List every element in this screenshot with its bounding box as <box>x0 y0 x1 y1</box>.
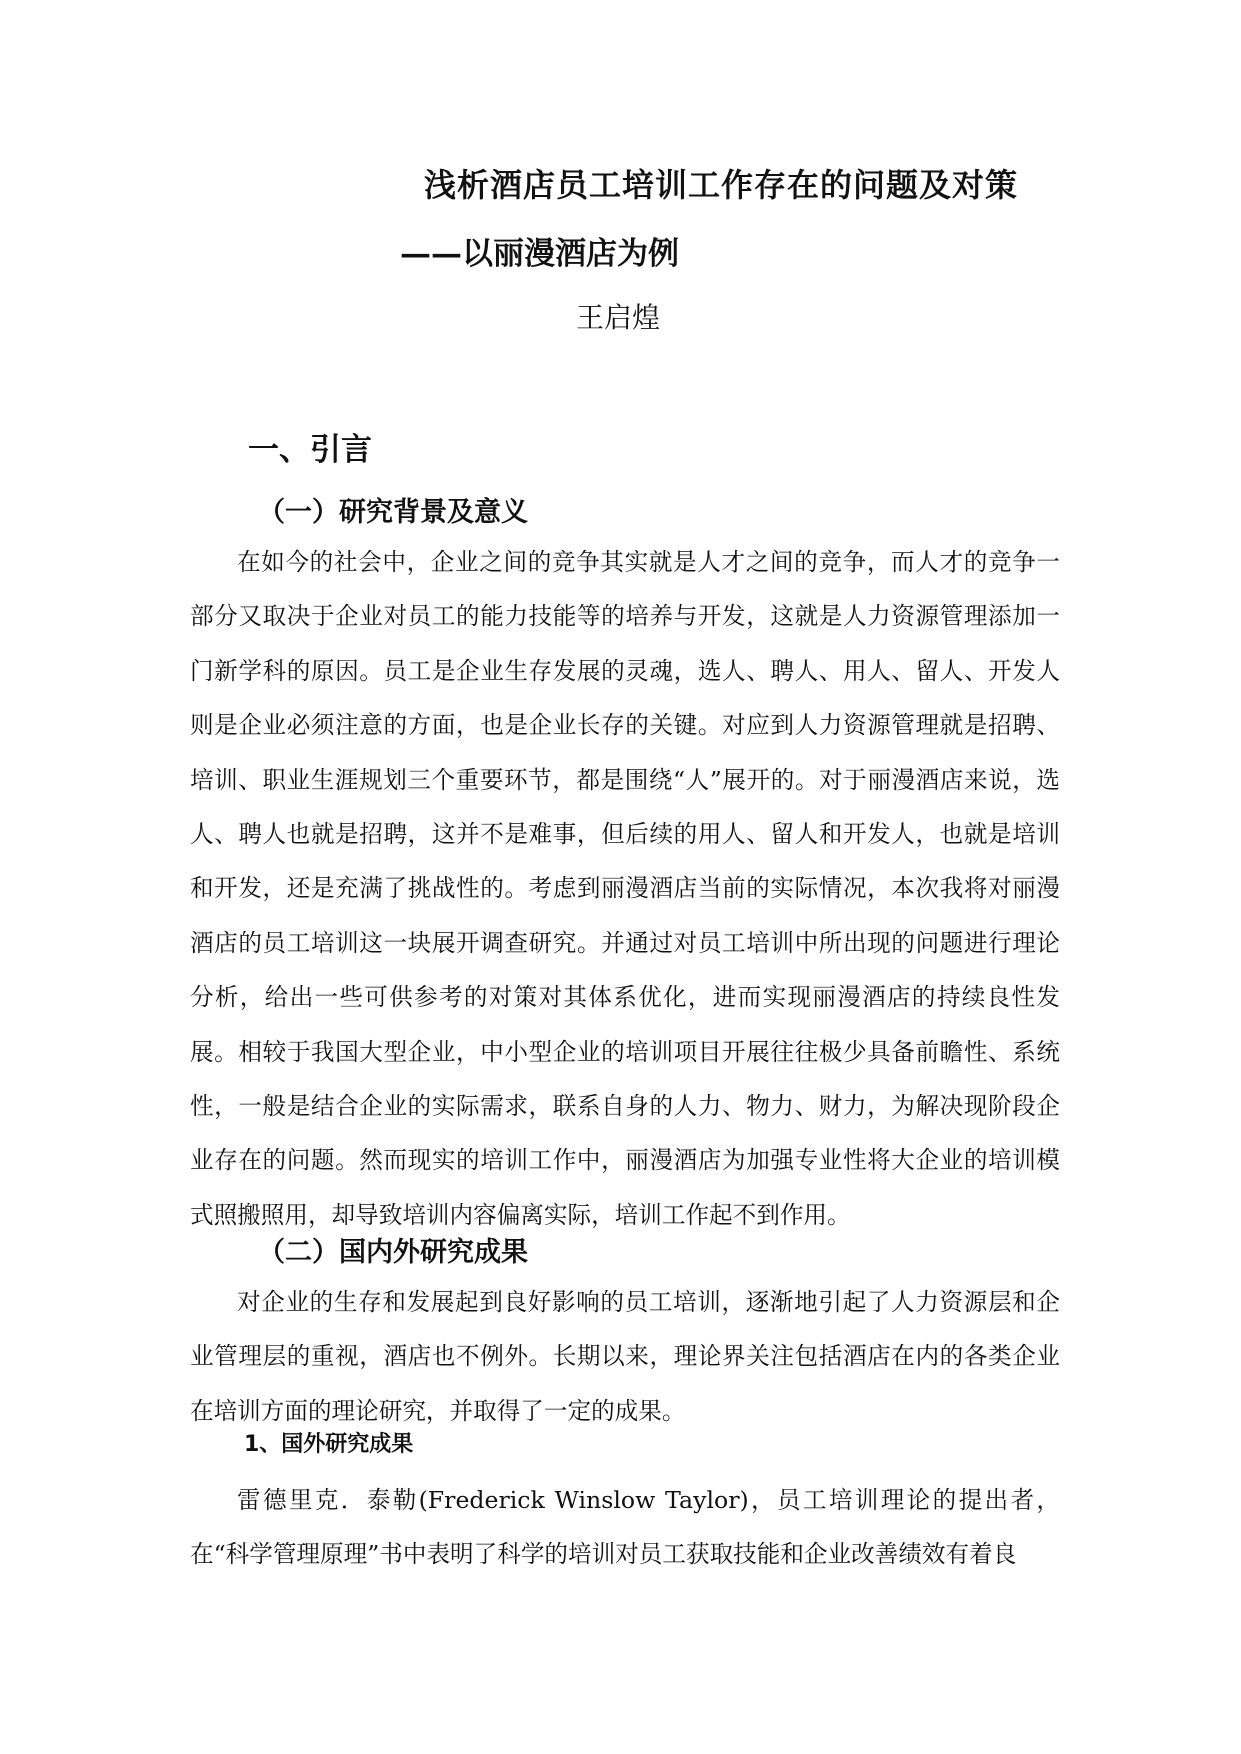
subsection-heading-research-results: （二）国内外研究成果 <box>258 1237 528 1268</box>
paragraph-research-results: 对企业的生存和发展起到良好影响的员工培训，逐渐地引起了人力资源层和企业管理层的重视，酒店也不例外。长期以来，理论界关注包括酒店在内的各类企业在培训方面的理论研究，并取得了一定的成果。 <box>190 1288 1060 1425</box>
subsection-heading-background: （一）研究背景及意义 <box>258 497 528 528</box>
author-name: 王启煌 <box>576 301 661 334</box>
paragraph-background: 在如今的社会中，企业之间的竞争其实就是人才之间的竞争，而人才的竞争一部分又取决于企业对员工的能力技能等的培养与开发，这就是人力资源管理添加一门新学科的原因。员工是企业生存发展的灵魂，选人、聘人、用人、留人、开发人则是企业必须注意的方面，也是企业长存的关键。对应到人力资源管理就是招聘、培训、职业生涯规划三个重要环节，都是围绕“人”展开的。对于丽漫酒店来说，选人、聘人也就是招聘，这并不是难事，但后续的用人、留人和开发人，也就是培训和开发，还是充满了挑战性的。考虑到丽漫酒店当前的实际情况，本次我将对丽漫酒店的员工培训这一块展开调查研究。并通过对员工培训中所出现的问题进行理论分析，给出一些可供参考的对策对其体系优化，进而实现丽漫酒店的持续良性发展。相较于我国大型企业，中小型企业的培训项目开展往往极少具备前瞻性、系统性，一般是结合企业的实际需求，联系自身的人力、物力、财力，为解决现阶段企业存在的问题。然而现实的培训工作中，丽漫酒店为加强专业性将大企业的培训模式照搬照用，却导致培训内容偏离实际，培训工作起不到作用。 <box>190 548 1060 1229</box>
paragraph-foreign-research: 雷德里克．泰勒(Frederick Winslow Taylor)，员工培训理论的提出者，在“科学管理原理”书中表明了科学的培训对员工获取技能和企业改善绩效有着良 <box>190 1486 1060 1569</box>
document-title: 浅析酒店员工培训工作存在的问题及对策 <box>424 166 1019 204</box>
document-subtitle: ——以丽漫酒店为例 <box>400 236 679 272</box>
section-heading-introduction: 一、引言 <box>248 432 372 468</box>
subsubsection-heading-foreign-research: 1、国外研究成果 <box>244 1432 414 1457</box>
